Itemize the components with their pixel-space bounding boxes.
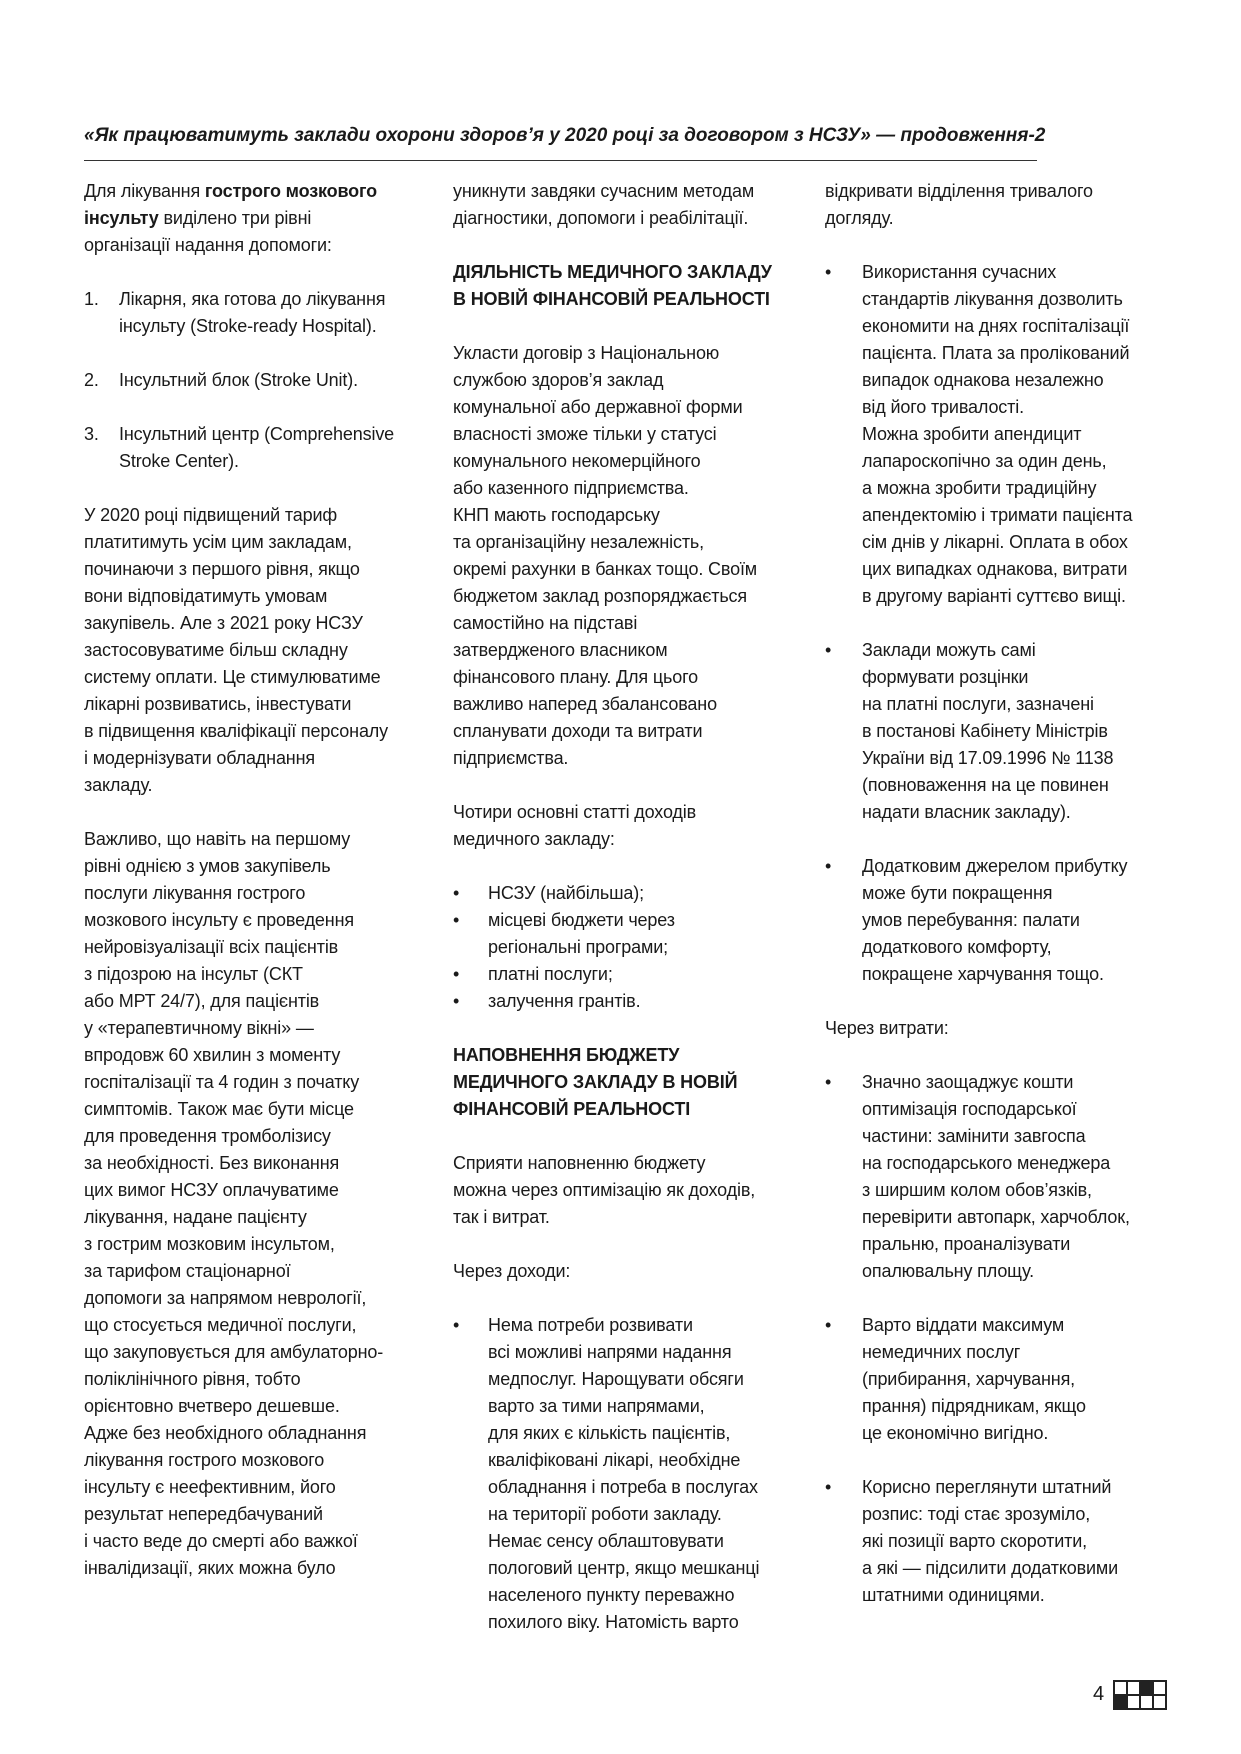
via-expenses-label: Через витрати: — [825, 1018, 949, 1038]
list-item — [453, 1312, 798, 1636]
intro-bold-term: гострого мозкового інсульту — [84, 181, 377, 228]
tariff-paragraph: У 2020 році підвищений тариф платитимуть усім цим закладам, починаючи з першого рівня, якщо вони відповідатимуть умовам закупівель. Але з 2021 року НСЗУ застосовуватиме більш складну систему оплати. Це стимулюватиме лікарні розвиватись, інвестувати в підвищення кваліфікації персоналу і модернізувати обладнання закладу. — [84, 505, 389, 795]
requirements-paragraph: Важливо, що навіть на першому рівні однією з умов закупівель послуги лікування гострого мозкового інсульту є проведення нейровізуалізації всіх пацієнтів з підозрою на інсульт (СКТ або МРТ 24/7), для пацієнтів у «терапевтичному вікні» — впродовж 60 хвилин з моменту госпіталізації та 4 годин з початку симптомів. Також має бути місце для проведення тромболізису за необхідності. Без виконання цих вимог НСЗУ оплачуватиме лікування, надане пацієнту з гострим мозковим інсультом, за тарифом стаціонарної допомоги за напрямом неврології, що стосується медичної послуги, що закуповується для амбулаторно- поліклінічного рівня, тобто орієнтовно вчетверо дешевше. Адже без необхідного обладнання лікування гострого мозкового інсульту є неефективним, його результат непередбачуваний і часто веде до смерті або важкої інвалідизації, яких можна було — [84, 829, 384, 1578]
list-item-text: Корисно переглянути штатний розпис: тоді стає зрозуміло, які позиції варто скоротити, а які — підсилити додатковими штатними одиницями. — [862, 1477, 1119, 1605]
list-item-text: Значно заощаджує кошти оптимізація господарської частини: замінити завгоспа на господарського менеджера з ширшим колом обов’язків, перевірити автопарк, харчоблок, пральню, проаналізувати опалювальну площу. — [862, 1072, 1130, 1281]
list-item-text: Заклади можуть самі формувати розцінки на платні послуги, зазначені в постанові Кабінету Міністрів України від 17.09.1996 № 1138 (повноваження на це повинен надати власник закладу). — [862, 640, 1114, 822]
list-item-text: НСЗУ (найбільша); — [488, 883, 644, 903]
bullet-icon: • — [453, 1315, 460, 1335]
list-item-text: Інсультний центр (Comprehensive Stroke Center). — [119, 424, 395, 471]
bullet-icon: • — [825, 1477, 832, 1497]
list-item — [84, 367, 429, 394]
expense-measures-list — [825, 1069, 1170, 1609]
list-item-text: Інсультний блок (Stroke Unit). — [119, 370, 358, 390]
header-divider — [84, 160, 1037, 161]
list-item — [84, 286, 429, 340]
list-item — [453, 880, 798, 907]
bullet-icon: • — [825, 1072, 832, 1092]
bullet-icon: • — [453, 910, 460, 930]
bullet-icon: • — [825, 262, 832, 282]
bullet-icon: • — [453, 964, 460, 984]
column-2 — [453, 178, 798, 1663]
list-item — [453, 907, 798, 961]
income-measures-list-cont — [825, 259, 1170, 988]
section-heading-activity: ДІЯЛЬНІСТЬ МЕДИЧНОГО ЗАКЛАДУ В НОВІЙ ФІНАНСОВІЙ РЕАЛЬНОСТІ — [453, 262, 772, 309]
list-item-text: Додатковим джерелом прибутку може бути покращення умов перебування: палати додаткового комфорту, покращене харчування тощо. — [862, 856, 1128, 984]
page-number: 4 — [1093, 1683, 1105, 1705]
bullet-icon: • — [825, 1315, 832, 1335]
bullet-icon: • — [825, 856, 832, 876]
list-number: 3. — [84, 424, 99, 444]
intro-text: Для лікування — [84, 181, 205, 201]
intro-paragraph — [84, 178, 429, 259]
list-item — [453, 988, 798, 1015]
column-1 — [84, 178, 429, 1609]
income-measures-list — [453, 1312, 798, 1636]
list-item-text: місцеві бюджети через регіональні програми; — [488, 910, 675, 957]
page-header-title: «Як працюватимуть заклади охорони здоров’я у 2020 році за договором з НСЗУ» — продовження-2 — [84, 125, 1046, 146]
contract-paragraph: Укласти договір з Національною службою здоров’я заклад комунальної або державної форми власності зможе тільки у статусі комунального некомерційного або казенного підприємства. КНП мають господарську та організаційну незалежність, окремі рахунки в банках тощо. Своїм бюджетом заклад розпоряджається самостійно на підставі затвердженого власником фінансового плану. Для цього важливо наперед збалансовано спланувати доходи та витрати підприємства. — [453, 343, 758, 768]
income-list — [453, 880, 798, 1015]
bullet-icon: • — [453, 883, 460, 903]
list-item-text: платні послуги; — [488, 964, 613, 984]
income-intro: Чотири основні статті доходів медичного закладу: — [453, 802, 697, 849]
intro-text-end: виділено три рівні організації надання допомоги: — [84, 208, 332, 255]
list-item-text: Нема потреби розвивати всі можливі напрями надання медпослуг. Нарощувати обсяги варто за тими напрямами, для яких є кількість пацієнтів, кваліфіковані лікарі, необхідне обладнання і потреба в послугах на території роботи закладу. Немає сенсу облаштовувати пологовий центр, якщо мешканці населеного пункту переважно похилого віку. Натомість варто — [488, 1315, 760, 1632]
list-item — [825, 1312, 1170, 1447]
list-number: 1. — [84, 289, 99, 309]
continued-paragraph: уникнути завдяки сучасним методам діагностики, допомоги і реабілітації. — [453, 181, 755, 228]
bullet-icon: • — [825, 640, 832, 660]
bullet-icon: • — [453, 991, 460, 1011]
via-income-label: Через доходи: — [453, 1261, 571, 1281]
list-item — [825, 1474, 1170, 1609]
list-item — [453, 961, 798, 988]
budget-paragraph: Сприяти наповненню бюджету можна через оптимізацію як доходів, так і витрат. — [453, 1153, 756, 1227]
section-heading-budget: НАПОВНЕННЯ БЮДЖЕТУ МЕДИЧНОГО ЗАКЛАДУ В НОВІЙ ФІНАНСОВІЙ РЕАЛЬНОСТІ — [453, 1045, 738, 1119]
stroke-levels-list — [84, 286, 429, 475]
list-item — [825, 1069, 1170, 1285]
list-item-text: Лікарня, яка готова до лікування інсульту (Stroke-ready Hospital). — [119, 289, 386, 336]
continued-paragraph: відкривати відділення тривалого догляду. — [825, 181, 1093, 228]
list-item — [84, 421, 429, 475]
list-item — [825, 853, 1170, 988]
list-item-text: Варто віддати максимум немедичних послуг (прибирання, харчування, прання) підрядникам, якщо це економічно вигідно. — [862, 1315, 1086, 1443]
list-number: 2. — [84, 370, 99, 390]
list-item — [825, 259, 1170, 610]
list-item — [825, 637, 1170, 826]
list-item-text: Використання сучасних стандартів лікування дозволить економити на днях госпіталізації пацієнта. Плата за пролікований випадок однакова незалежно від його тривалості. Можна зробити апендицит лапароскопічно за один день, а можна зробити традиційну апендектомію і тримати пацієнта сім днів у лікарні. Оплата в обох цих випадках однакова, витрати в другому варіанті суттєво вищі. — [862, 262, 1133, 606]
column-3 — [825, 178, 1170, 1636]
grid-logo-icon — [1113, 1680, 1167, 1710]
list-item-text: залучення грантів. — [488, 991, 641, 1011]
